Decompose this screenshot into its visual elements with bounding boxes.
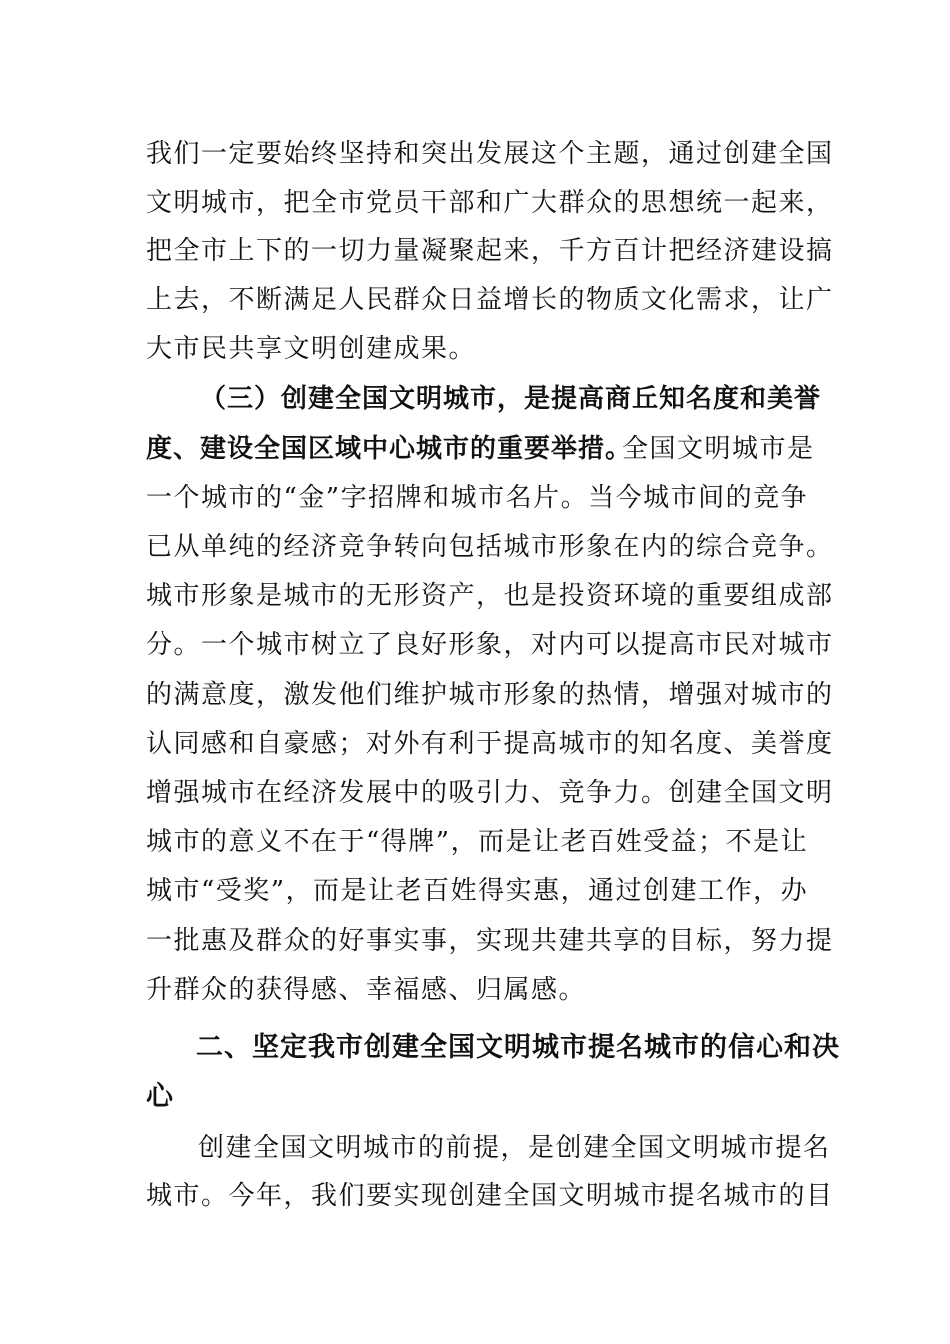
body-text-line: 全国文明城市是 — [622, 434, 815, 464]
body-text-line: 城市的意义不在于“得牌”，而是让老百姓受益；不是让 — [146, 827, 809, 857]
body-text-line: 创建全国文明城市的前提，是创建全国文明城市提名 — [198, 1133, 831, 1163]
body-text-line: 城市。今年，我们要实现创建全国文明城市提名城市的目 — [146, 1181, 834, 1211]
body-text-line: 大市民共享文明创建成果。 — [146, 334, 477, 364]
body-text-line: 增强城市在经济发展中的吸引力、竞争力。创建全国文明 — [146, 778, 834, 808]
body-text-line: 上去，不断满足人民群众日益增长的物质文化需求，让广 — [146, 285, 834, 315]
section-heading-line: 二、坚定我市创建全国文明城市提名城市的信心和决 — [196, 1032, 840, 1063]
subsection-heading-line: 度、建设全国区域中心城市的重要举措。 — [146, 434, 633, 464]
body-text-line: 把全市上下的一切力量凝聚起来，千方百计把经济建设搞 — [146, 236, 834, 266]
body-text-line: 一个城市的“金”字招牌和城市名片。当今城市间的竞争 — [146, 483, 809, 513]
body-text-line: 城市形象是城市的无形资产，也是投资环境的重要组成部 — [146, 581, 834, 611]
subsection-heading-line: （三）创建全国文明城市，是提高商丘知名度和美誉 — [200, 384, 822, 414]
body-text-line: 文明城市，把全市党员干部和广大群众的思想统一起来， — [146, 188, 834, 218]
body-text-line: 分。一个城市树立了良好形象，对内可以提高市民对城市 — [146, 630, 834, 660]
body-text-line: 一批惠及群众的好事实事，实现共建共享的目标，努力提 — [146, 926, 834, 956]
body-text-line: 升群众的获得感、幸福感、归属感。 — [146, 975, 587, 1005]
body-text-line: 城市“受奖”，而是让老百姓得实惠，通过创建工作，办 — [146, 876, 809, 906]
body-text-line: 的满意度，激发他们维护城市形象的热情，增强对城市的 — [146, 680, 834, 710]
body-text-line: 已从单纯的经济竞争转向包括城市形象在内的综合竞争。 — [146, 532, 834, 562]
section-heading-line: 心 — [146, 1081, 174, 1112]
body-text-line: 我们一定要始终坚持和突出发展这个主题，通过创建全国 — [146, 139, 834, 169]
body-text-line: 认同感和自豪感；对外有利于提高城市的知名度、美誉度 — [146, 729, 834, 759]
